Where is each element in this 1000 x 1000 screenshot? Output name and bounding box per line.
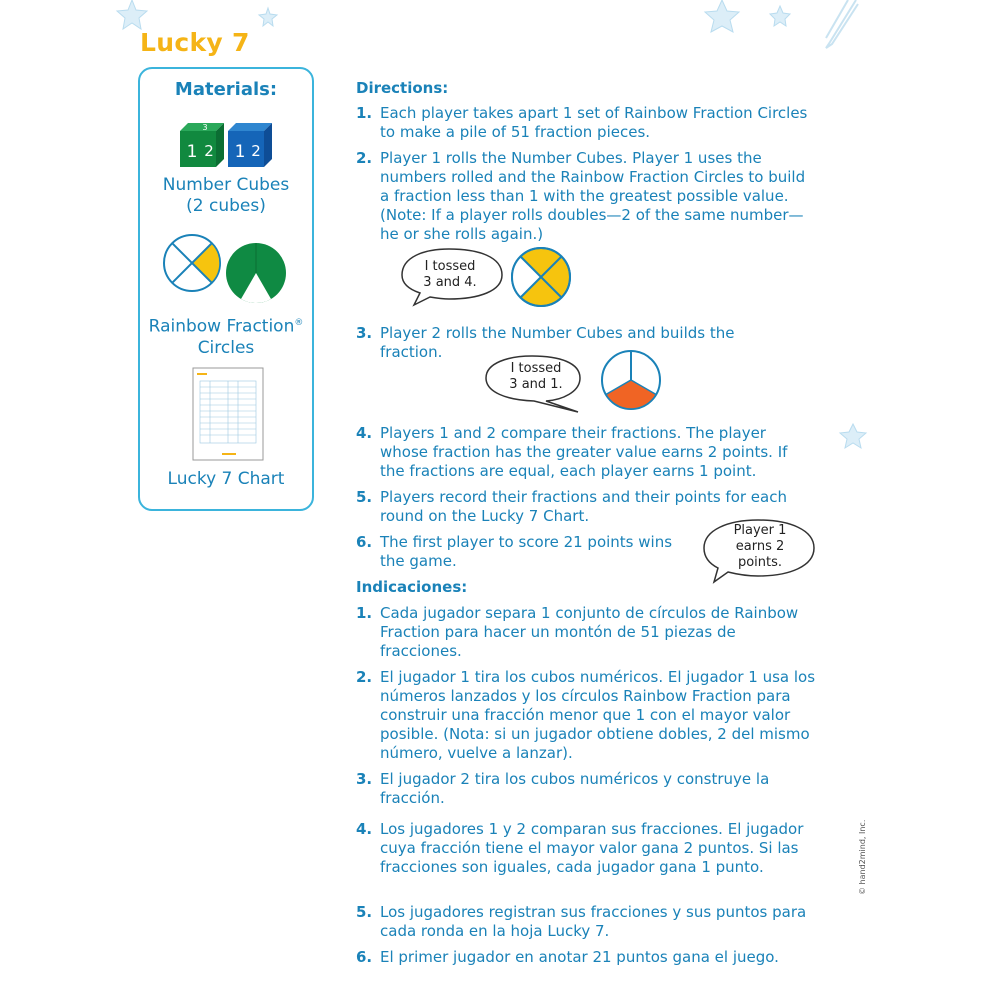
quarters-circle-icon — [164, 235, 220, 291]
svg-text:3: 3 — [202, 123, 208, 132]
direction-item-1: 1. Each player takes apart 1 set of Rainbow Fraction Circles to make a pile of 51 fraction pieces. — [356, 104, 808, 141]
number-cubes-label: Number Cubes (2 cubes) — [162, 175, 290, 216]
materials-heading: Materials: — [174, 79, 278, 100]
one-third-circle-icon — [600, 350, 662, 410]
indicacion-item-2: 2. El jugador 1 tira los cubos numéricos. El jugador 1 usa los números lanzados y los círculos Rainbow Fraction para construir una fracción menor que 1 con el mayor valor posible. (Nota: si un jugador obtiene dobles, 2 del mismo número, vuelve a lanzar). — [356, 668, 816, 762]
indicaciones-heading: Indicaciones: — [356, 578, 468, 596]
indicacion-item-1: 1. Cada jugador separa 1 conjunto de círculos de Rainbow Fraction para hacer un montón de 51 piezas de fracciones. — [356, 604, 799, 660]
speech-bubble-3-text: Player 1 earns 2 points. — [733, 523, 787, 570]
materials-panel — [138, 67, 314, 511]
fraction-circles-image — [160, 233, 290, 313]
star-icon — [117, 0, 147, 29]
indicacion-item-5: 5. Los jugadores registran sus fracciones y sus puntos para cada ronda en la hoja Lucky 7. — [356, 903, 807, 940]
green-circle-icon — [226, 243, 286, 303]
indicacion-item-3: 3. El jugador 2 tira los cubos numéricos y construye la fracción. — [356, 770, 770, 807]
direction-item-3: 3. Player 2 rolls the Number Cubes and builds the fraction. — [356, 324, 735, 361]
green-cube-icon — [180, 123, 224, 167]
direction-item-2: 2. Player 1 rolls the Number Cubes. Player 1 uses the numbers rolled and the Rainbow Fraction Circles to build a fraction less than 1 with the greatest possible value. (Note: If a player rolls doubles—2 of the same number—he or she rolls again.) — [356, 149, 806, 243]
star-icon — [840, 424, 866, 448]
pencil-icon — [826, 0, 858, 48]
page-title: Lucky 7 — [140, 28, 250, 57]
three-quarters-circle-icon — [510, 246, 572, 308]
fraction-circles-label: Rainbow Fraction® Circles — [148, 316, 304, 358]
svg-text:2: 2 — [204, 142, 214, 160]
star-icon — [770, 6, 790, 26]
directions-heading: Directions: — [356, 79, 449, 97]
star-icon — [705, 0, 739, 32]
direction-item-5: 5. Players record their fractions and their points for each round on the Lucky 7 Chart. — [356, 488, 787, 525]
number-cubes-image — [178, 121, 276, 167]
copyright-notice: © hand2mind, Inc. — [858, 819, 867, 895]
indicacion-item-4: 4. Los jugadores 1 y 2 comparan sus fracciones. El jugador cuya fracción tiene el mayor valor gana 2 puntos. Si las fracciones son iguales, cada jugador gana 1 punto. — [356, 820, 804, 876]
blue-cube-icon — [228, 123, 272, 167]
speech-bubble-2-text: I tossed 3 and 1. — [509, 361, 563, 392]
svg-text:1: 1 — [186, 142, 198, 162]
star-icon — [259, 8, 277, 26]
direction-item-4: 4. Players 1 and 2 compare their fractions. The player whose fraction has the greater value earns 2 points. If the fractions are equal, each player earns 1 point. — [356, 424, 788, 480]
svg-text:2: 2 — [251, 142, 261, 160]
chart-label: Lucky 7 Chart — [167, 469, 285, 489]
lucky-7-chart-image — [192, 367, 264, 461]
indicacion-item-6: 6. El primer jugador en anotar 21 puntos gana el juego. — [356, 948, 779, 966]
svg-text:1: 1 — [234, 142, 246, 162]
direction-item-6: 6. The first player to score 21 points wins the game. — [356, 533, 673, 570]
speech-bubble-1-text: I tossed 3 and 4. — [423, 259, 477, 290]
